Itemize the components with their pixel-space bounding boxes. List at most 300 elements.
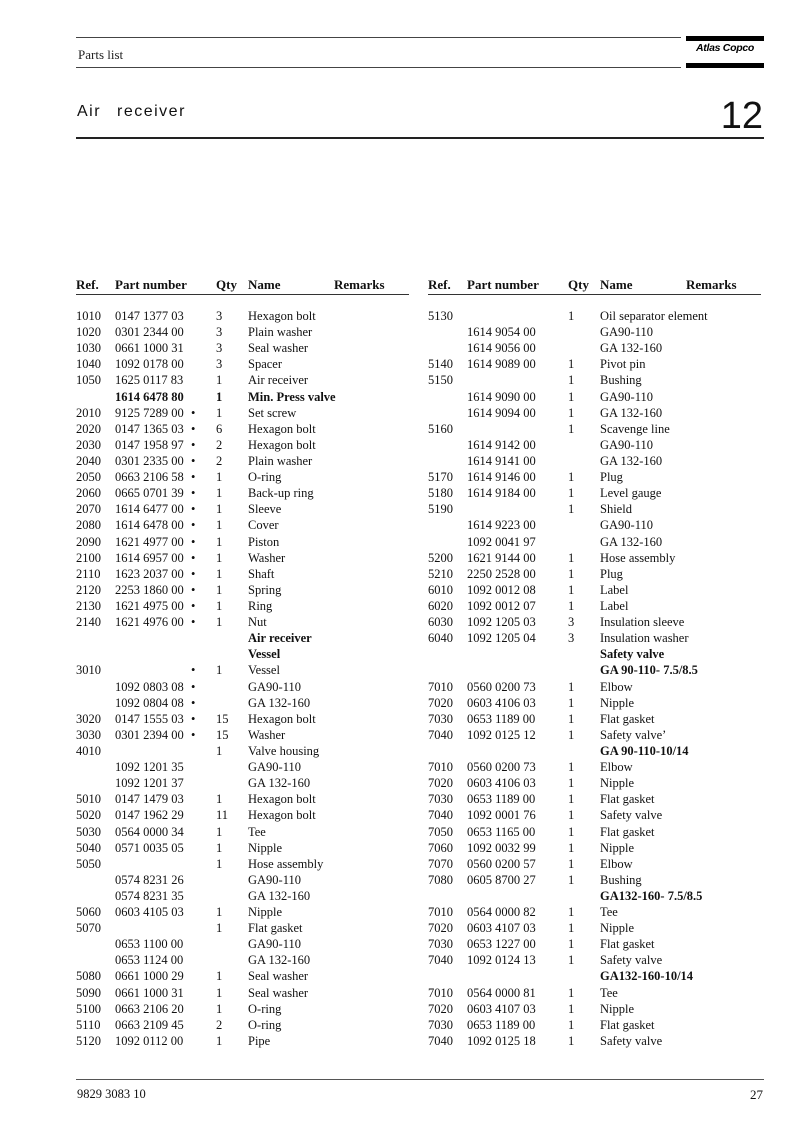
parts-table-right <box>428 277 761 1049</box>
cell-part-number: 0301 2335 00 <box>115 453 184 468</box>
table-row <box>76 485 409 501</box>
cell-part-number: 0653 1189 00 <box>467 711 536 726</box>
table-row <box>76 598 409 614</box>
table-row <box>428 920 761 936</box>
cell-part-number: 1092 0001 76 <box>467 808 536 823</box>
cell-name: GA90-110 <box>248 937 302 952</box>
table-row <box>428 598 761 614</box>
cell-name: Safety valve <box>600 1033 663 1048</box>
cell-name: Vessel <box>248 663 280 678</box>
cell-part-number: 1092 1201 37 <box>115 776 184 791</box>
cell-ref: 1040 <box>76 357 101 372</box>
cell-name: GA 132-160 <box>248 953 311 968</box>
cell-part-number: 1625 0117 83 <box>115 373 184 388</box>
cell-name: GA 132-160 <box>600 534 663 549</box>
table-row <box>76 614 409 630</box>
cell-name: Pipe <box>248 1033 271 1048</box>
cell-ref: 2030 <box>76 437 101 452</box>
table-row <box>428 469 761 485</box>
cell-part-number: 1614 9223 00 <box>467 518 536 533</box>
table-row <box>428 340 761 356</box>
cell-qty: 1 <box>568 985 575 1000</box>
cell-name: GA 132-160 <box>248 695 311 710</box>
cell-qty: 1 <box>568 905 575 920</box>
cell-name: GA 132-160 <box>600 405 663 420</box>
cell-ref: 7030 <box>428 711 453 726</box>
logo-text: Atlas Copco <box>696 42 754 54</box>
cell-name: Safety valve’ <box>600 727 667 742</box>
cell-qty: 1 <box>568 808 575 823</box>
table-row <box>428 421 761 437</box>
cell-part-number: 1092 0178 00 <box>115 357 184 372</box>
cell-name: Bushing <box>600 872 642 887</box>
table-row <box>76 824 409 840</box>
table-row <box>76 743 409 759</box>
cell-part-number: 1621 4977 00 <box>115 534 184 549</box>
cell-part-number: 1092 1205 04 <box>467 631 536 646</box>
cell-name: Hexagon bolt <box>248 421 316 436</box>
cell-name: Oil separator element <box>600 309 708 323</box>
cell-ref: 7020 <box>428 921 453 936</box>
cell-name: Plug <box>600 566 623 581</box>
cell-ref: 5130 <box>428 309 453 323</box>
cell-name: GA90-110 <box>600 389 654 404</box>
table-row <box>76 421 409 437</box>
cell-qty: 1 <box>216 582 223 597</box>
cell-part-number: 1614 9056 00 <box>467 341 536 356</box>
cell-ref: 5140 <box>428 357 453 372</box>
cell-part-number: 0574 8231 26 <box>115 872 184 887</box>
cell-qty: 2 <box>216 453 223 468</box>
table-row <box>428 791 761 807</box>
cell-part-number: 0661 1000 31 <box>115 985 184 1000</box>
cell-name: Tee <box>248 824 266 839</box>
cell-ref: 7040 <box>428 1033 453 1048</box>
cell-qty: 1 <box>568 1033 575 1048</box>
cell-name: Vessel <box>248 647 281 662</box>
cell-name: Safety valve <box>600 647 665 662</box>
column-header-part-number: Part number <box>467 277 539 292</box>
cell-part-number: 0663 2109 45 <box>115 1017 184 1032</box>
cell-ref: 5070 <box>76 921 101 936</box>
cell-part-number: 0301 2344 00 <box>115 325 184 340</box>
cell-part-number: 1092 0012 07 <box>467 598 536 613</box>
table-row <box>76 566 409 582</box>
table-row <box>76 324 409 340</box>
cell-ref: 5210 <box>428 566 453 581</box>
cell-part-number: 9125 7289 00 <box>115 405 184 420</box>
cell-qty: 1 <box>568 357 575 372</box>
cell-part-number: 1621 9144 00 <box>467 550 536 565</box>
cell-name: O-ring <box>248 1017 282 1032</box>
page-number: 27 <box>750 1087 763 1102</box>
cell-qty: 1 <box>216 615 223 630</box>
title-rule <box>76 137 764 139</box>
cell-name: Air receiver <box>248 631 312 646</box>
table-row <box>428 856 761 872</box>
cell-ref: 5150 <box>428 373 453 388</box>
cell-marker: • <box>191 615 196 630</box>
cell-name: Nipple <box>600 840 635 855</box>
cell-name: Air receiver <box>248 373 309 388</box>
cell-name: Tee <box>600 985 618 1000</box>
table-row <box>428 1033 761 1049</box>
cell-qty: 3 <box>216 309 223 323</box>
table-row <box>428 534 761 550</box>
table-row <box>428 550 761 566</box>
cell-marker: • <box>191 453 196 468</box>
cell-qty: 1 <box>568 695 575 710</box>
document-number: 9829 3083 10 <box>77 1087 146 1101</box>
cell-ref: 7040 <box>428 727 453 742</box>
cell-qty: 1 <box>216 389 223 404</box>
table-row <box>76 501 409 517</box>
cell-part-number: 0653 1100 00 <box>115 937 184 952</box>
cell-qty: 3 <box>216 325 223 340</box>
cell-part-number: 1092 0012 08 <box>467 582 536 597</box>
cell-name: GA132-160- 7.5/8.5 <box>600 888 703 903</box>
cell-name: Nipple <box>248 840 283 855</box>
cell-part-number: 0560 0200 57 <box>467 856 536 871</box>
cell-qty: 1 <box>568 760 575 775</box>
table-row <box>76 968 409 984</box>
cell-qty: 1 <box>568 502 575 517</box>
cell-ref: 7010 <box>428 679 453 694</box>
cell-name: Spacer <box>248 357 283 372</box>
table-row <box>76 1001 409 1017</box>
cell-part-number: 0147 1365 03 <box>115 421 184 436</box>
cell-name: O-ring <box>248 470 282 485</box>
cell-part-number: 0661 1000 29 <box>115 969 184 984</box>
cell-name: GA 132-160 <box>248 776 311 791</box>
cell-qty: 1 <box>216 969 223 984</box>
cell-name: Min. Press valve <box>248 389 336 404</box>
table-row <box>76 405 409 421</box>
cell-qty: 1 <box>568 550 575 565</box>
table-row <box>76 469 409 485</box>
cell-qty: 1 <box>568 373 575 388</box>
cell-qty: 1 <box>216 743 223 758</box>
table-row <box>428 566 761 582</box>
cell-name: Shield <box>600 502 632 517</box>
cell-qty: 3 <box>568 615 575 630</box>
cell-name: Label <box>600 598 629 613</box>
table-body <box>428 308 761 1049</box>
table-row <box>76 775 409 791</box>
cell-part-number: 0663 2106 20 <box>115 1001 184 1016</box>
cell-qty: 1 <box>216 566 223 581</box>
cell-part-number: 2250 2528 00 <box>467 566 536 581</box>
cell-part-number: 0564 0000 34 <box>115 824 184 839</box>
cell-ref: 2100 <box>76 550 101 565</box>
table-row <box>76 356 409 372</box>
cell-name: Hexagon bolt <box>248 309 316 323</box>
table-row <box>76 582 409 598</box>
cell-qty: 1 <box>568 679 575 694</box>
cell-name: Flat gasket <box>600 937 655 952</box>
cell-qty: 1 <box>216 405 223 420</box>
table-row <box>76 679 409 695</box>
cell-part-number: 1623 2037 00 <box>115 566 184 581</box>
cell-name: Flat gasket <box>600 792 655 807</box>
table-row <box>428 743 761 759</box>
cell-ref: 2040 <box>76 453 101 468</box>
cell-ref: 7050 <box>428 824 453 839</box>
cell-ref: 7040 <box>428 953 453 968</box>
table-row <box>428 1017 761 1033</box>
cell-ref: 7010 <box>428 985 453 1000</box>
table-row <box>76 372 409 388</box>
cell-ref: 6010 <box>428 582 453 597</box>
table-row <box>428 888 761 904</box>
cell-qty: 15 <box>216 711 229 726</box>
cell-ref: 2140 <box>76 615 101 630</box>
cell-part-number: 1614 6957 00 <box>115 550 184 565</box>
cell-qty: 1 <box>568 776 575 791</box>
cell-ref: 7040 <box>428 808 453 823</box>
cell-qty: 1 <box>568 937 575 952</box>
cell-name: Valve housing <box>248 743 320 758</box>
cell-qty: 1 <box>568 824 575 839</box>
table-row <box>76 727 409 743</box>
header-rule-bottom <box>76 67 681 68</box>
cell-part-number: 1614 6478 80 <box>115 389 184 404</box>
cell-name: Set screw <box>248 405 297 420</box>
table-row <box>76 534 409 550</box>
cell-part-number: 0301 2394 00 <box>115 727 184 742</box>
cell-name: Pivot pin <box>600 357 646 372</box>
table-row <box>428 775 761 791</box>
cell-name: Plain washer <box>248 325 313 340</box>
cell-name: Flat gasket <box>600 824 655 839</box>
cell-marker: • <box>191 518 196 533</box>
table-row <box>428 1001 761 1017</box>
cell-name: Seal washer <box>248 969 309 984</box>
cell-marker: • <box>191 598 196 613</box>
cell-qty: 1 <box>216 518 223 533</box>
cell-name: Seal washer <box>248 985 309 1000</box>
cell-ref: 2080 <box>76 518 101 533</box>
cell-name: Insulation washer <box>600 631 689 646</box>
cell-part-number: 0603 4105 03 <box>115 905 184 920</box>
table-row <box>428 405 761 421</box>
cell-ref: 5100 <box>76 1001 101 1016</box>
cell-qty: 1 <box>568 840 575 855</box>
cell-qty: 1 <box>568 421 575 436</box>
cell-marker: • <box>191 502 196 517</box>
cell-name: GA 90-110-10/14 <box>600 743 689 758</box>
cell-qty: 1 <box>216 840 223 855</box>
cell-ref: 5180 <box>428 486 453 501</box>
cell-part-number: 1092 1201 35 <box>115 760 184 775</box>
cell-ref: 5160 <box>428 421 453 436</box>
table-row <box>428 630 761 646</box>
table-row <box>76 550 409 566</box>
cell-part-number: 0605 8700 27 <box>467 872 536 887</box>
cell-ref: 7010 <box>428 905 453 920</box>
cell-part-number: 0560 0200 73 <box>467 760 536 775</box>
cell-qty: 2 <box>216 437 223 452</box>
table-row <box>428 501 761 517</box>
cell-marker: • <box>191 486 196 501</box>
cell-ref: 5080 <box>76 969 101 984</box>
table-row <box>76 807 409 823</box>
cell-name: Nipple <box>600 695 635 710</box>
cell-part-number: 0147 1962 29 <box>115 808 184 823</box>
table-row <box>76 695 409 711</box>
cell-marker: • <box>191 711 196 726</box>
cell-part-number: 1614 9184 00 <box>467 486 536 501</box>
cell-part-number: 1092 0032 99 <box>467 840 536 855</box>
cell-name: Ring <box>248 598 273 613</box>
table-row <box>428 389 761 405</box>
cell-name: Shaft <box>248 566 275 581</box>
table-row <box>428 968 761 984</box>
cell-qty: 1 <box>568 470 575 485</box>
cell-qty: 1 <box>568 405 575 420</box>
cell-marker: • <box>191 727 196 742</box>
cell-ref: 7010 <box>428 760 453 775</box>
cell-name: Hexagon bolt <box>248 437 316 452</box>
cell-name: Nipple <box>600 776 635 791</box>
cell-ref: 5090 <box>76 985 101 1000</box>
cell-qty: 1 <box>568 566 575 581</box>
table-row <box>76 759 409 775</box>
cell-part-number: 0560 0200 73 <box>467 679 536 694</box>
cell-part-number: 1092 1205 03 <box>467 615 536 630</box>
column-header-qty: Qty <box>568 277 589 292</box>
cell-qty: 1 <box>216 534 223 549</box>
cell-ref: 7070 <box>428 856 453 871</box>
cell-name: Elbow <box>600 856 633 871</box>
cell-qty: 1 <box>568 389 575 404</box>
cell-name: Hexagon bolt <box>248 808 316 823</box>
cell-ref: 1030 <box>76 341 101 356</box>
table-row <box>428 727 761 743</box>
cell-qty: 1 <box>568 953 575 968</box>
cell-ref: 2130 <box>76 598 101 613</box>
table-row <box>76 437 409 453</box>
cell-part-number: 1621 4975 00 <box>115 598 184 613</box>
parts-table-left <box>76 277 409 1049</box>
table-row <box>76 888 409 904</box>
cell-name: Piston <box>248 534 280 549</box>
cell-part-number: 0574 8231 35 <box>115 888 184 903</box>
cell-qty: 1 <box>568 582 575 597</box>
table-header <box>76 277 409 295</box>
cell-part-number: 1614 6477 00 <box>115 502 184 517</box>
column-header-remarks: Remarks <box>334 277 385 292</box>
table-row <box>76 952 409 968</box>
cell-part-number: 0603 4106 03 <box>467 695 536 710</box>
cell-ref: 6020 <box>428 598 453 613</box>
table-row <box>428 614 761 630</box>
column-header-name: Name <box>600 277 633 292</box>
cell-ref: 5010 <box>76 792 101 807</box>
cell-name: Cover <box>248 518 279 533</box>
cell-part-number: 1092 0804 08 <box>115 695 184 710</box>
cell-ref: 7030 <box>428 1017 453 1032</box>
cell-name: Nipple <box>600 1001 635 1016</box>
cell-part-number: 0665 0701 39 <box>115 486 184 501</box>
cell-part-number: 0653 1227 00 <box>467 937 536 952</box>
cell-part-number: 0653 1189 00 <box>467 792 536 807</box>
table-row <box>76 791 409 807</box>
cell-ref: 4010 <box>76 743 101 758</box>
cell-name: Plug <box>600 470 623 485</box>
cell-name: Hexagon bolt <box>248 792 316 807</box>
atlas-copco-logo <box>686 36 764 70</box>
table-row <box>76 308 409 324</box>
cell-marker: • <box>191 582 196 597</box>
cell-part-number: 1614 9054 00 <box>467 325 536 340</box>
cell-part-number: 0603 4107 03 <box>467 921 536 936</box>
table-row <box>76 340 409 356</box>
logo-bar-bottom <box>686 63 764 68</box>
cell-name: Flat gasket <box>600 1017 655 1032</box>
table-row <box>428 582 761 598</box>
table-row <box>76 630 409 646</box>
table-row <box>428 679 761 695</box>
table-row <box>428 356 761 372</box>
table-row <box>428 711 761 727</box>
cell-name: GA90-110 <box>600 437 654 452</box>
table-header <box>428 277 761 295</box>
cell-qty: 1 <box>568 727 575 742</box>
cell-ref: 5030 <box>76 824 101 839</box>
cell-part-number: 1621 4976 00 <box>115 615 184 630</box>
logo-bar-top <box>686 36 764 41</box>
cell-qty: 1 <box>568 792 575 807</box>
cell-qty: 2 <box>216 1017 223 1032</box>
section-title: Air receiver <box>77 103 186 120</box>
cell-part-number: 1614 9090 00 <box>467 389 536 404</box>
cell-name: Elbow <box>600 760 633 775</box>
cell-ref: 1010 <box>76 309 101 323</box>
cell-part-number: 0603 4107 03 <box>467 1001 536 1016</box>
cell-name: GA 132-160 <box>600 341 663 356</box>
cell-name: GA90-110 <box>600 518 654 533</box>
cell-ref: 1020 <box>76 325 101 340</box>
cell-marker: • <box>191 437 196 452</box>
column-header-part-number: Part number <box>115 277 187 292</box>
cell-marker: • <box>191 566 196 581</box>
table-row <box>428 437 761 453</box>
cell-part-number: 0147 1479 03 <box>115 792 184 807</box>
cell-marker: • <box>191 550 196 565</box>
cell-name: Bushing <box>600 373 642 388</box>
cell-part-number: 1614 9142 00 <box>467 437 536 452</box>
cell-name: Back-up ring <box>248 486 314 501</box>
table-row <box>76 985 409 1001</box>
column-header-qty: Qty <box>216 277 237 292</box>
table-row <box>428 324 761 340</box>
cell-part-number: 0147 1958 97 <box>115 437 184 452</box>
cell-part-number: 0653 1124 00 <box>115 953 184 968</box>
cell-name: Hose assembly <box>248 856 324 871</box>
cell-name: Sleeve <box>248 502 282 517</box>
cell-qty: 1 <box>216 856 223 871</box>
cell-part-number: 0571 0035 05 <box>115 840 184 855</box>
table-row <box>76 1017 409 1033</box>
cell-name: Nut <box>248 615 267 630</box>
cell-part-number: 0653 1189 00 <box>467 1017 536 1032</box>
cell-ref: 1050 <box>76 373 101 388</box>
cell-ref: 2060 <box>76 486 101 501</box>
cell-part-number: 2253 1860 00 <box>115 582 184 597</box>
cell-name: GA 132-160 <box>600 453 663 468</box>
cell-ref: 5120 <box>76 1033 101 1048</box>
